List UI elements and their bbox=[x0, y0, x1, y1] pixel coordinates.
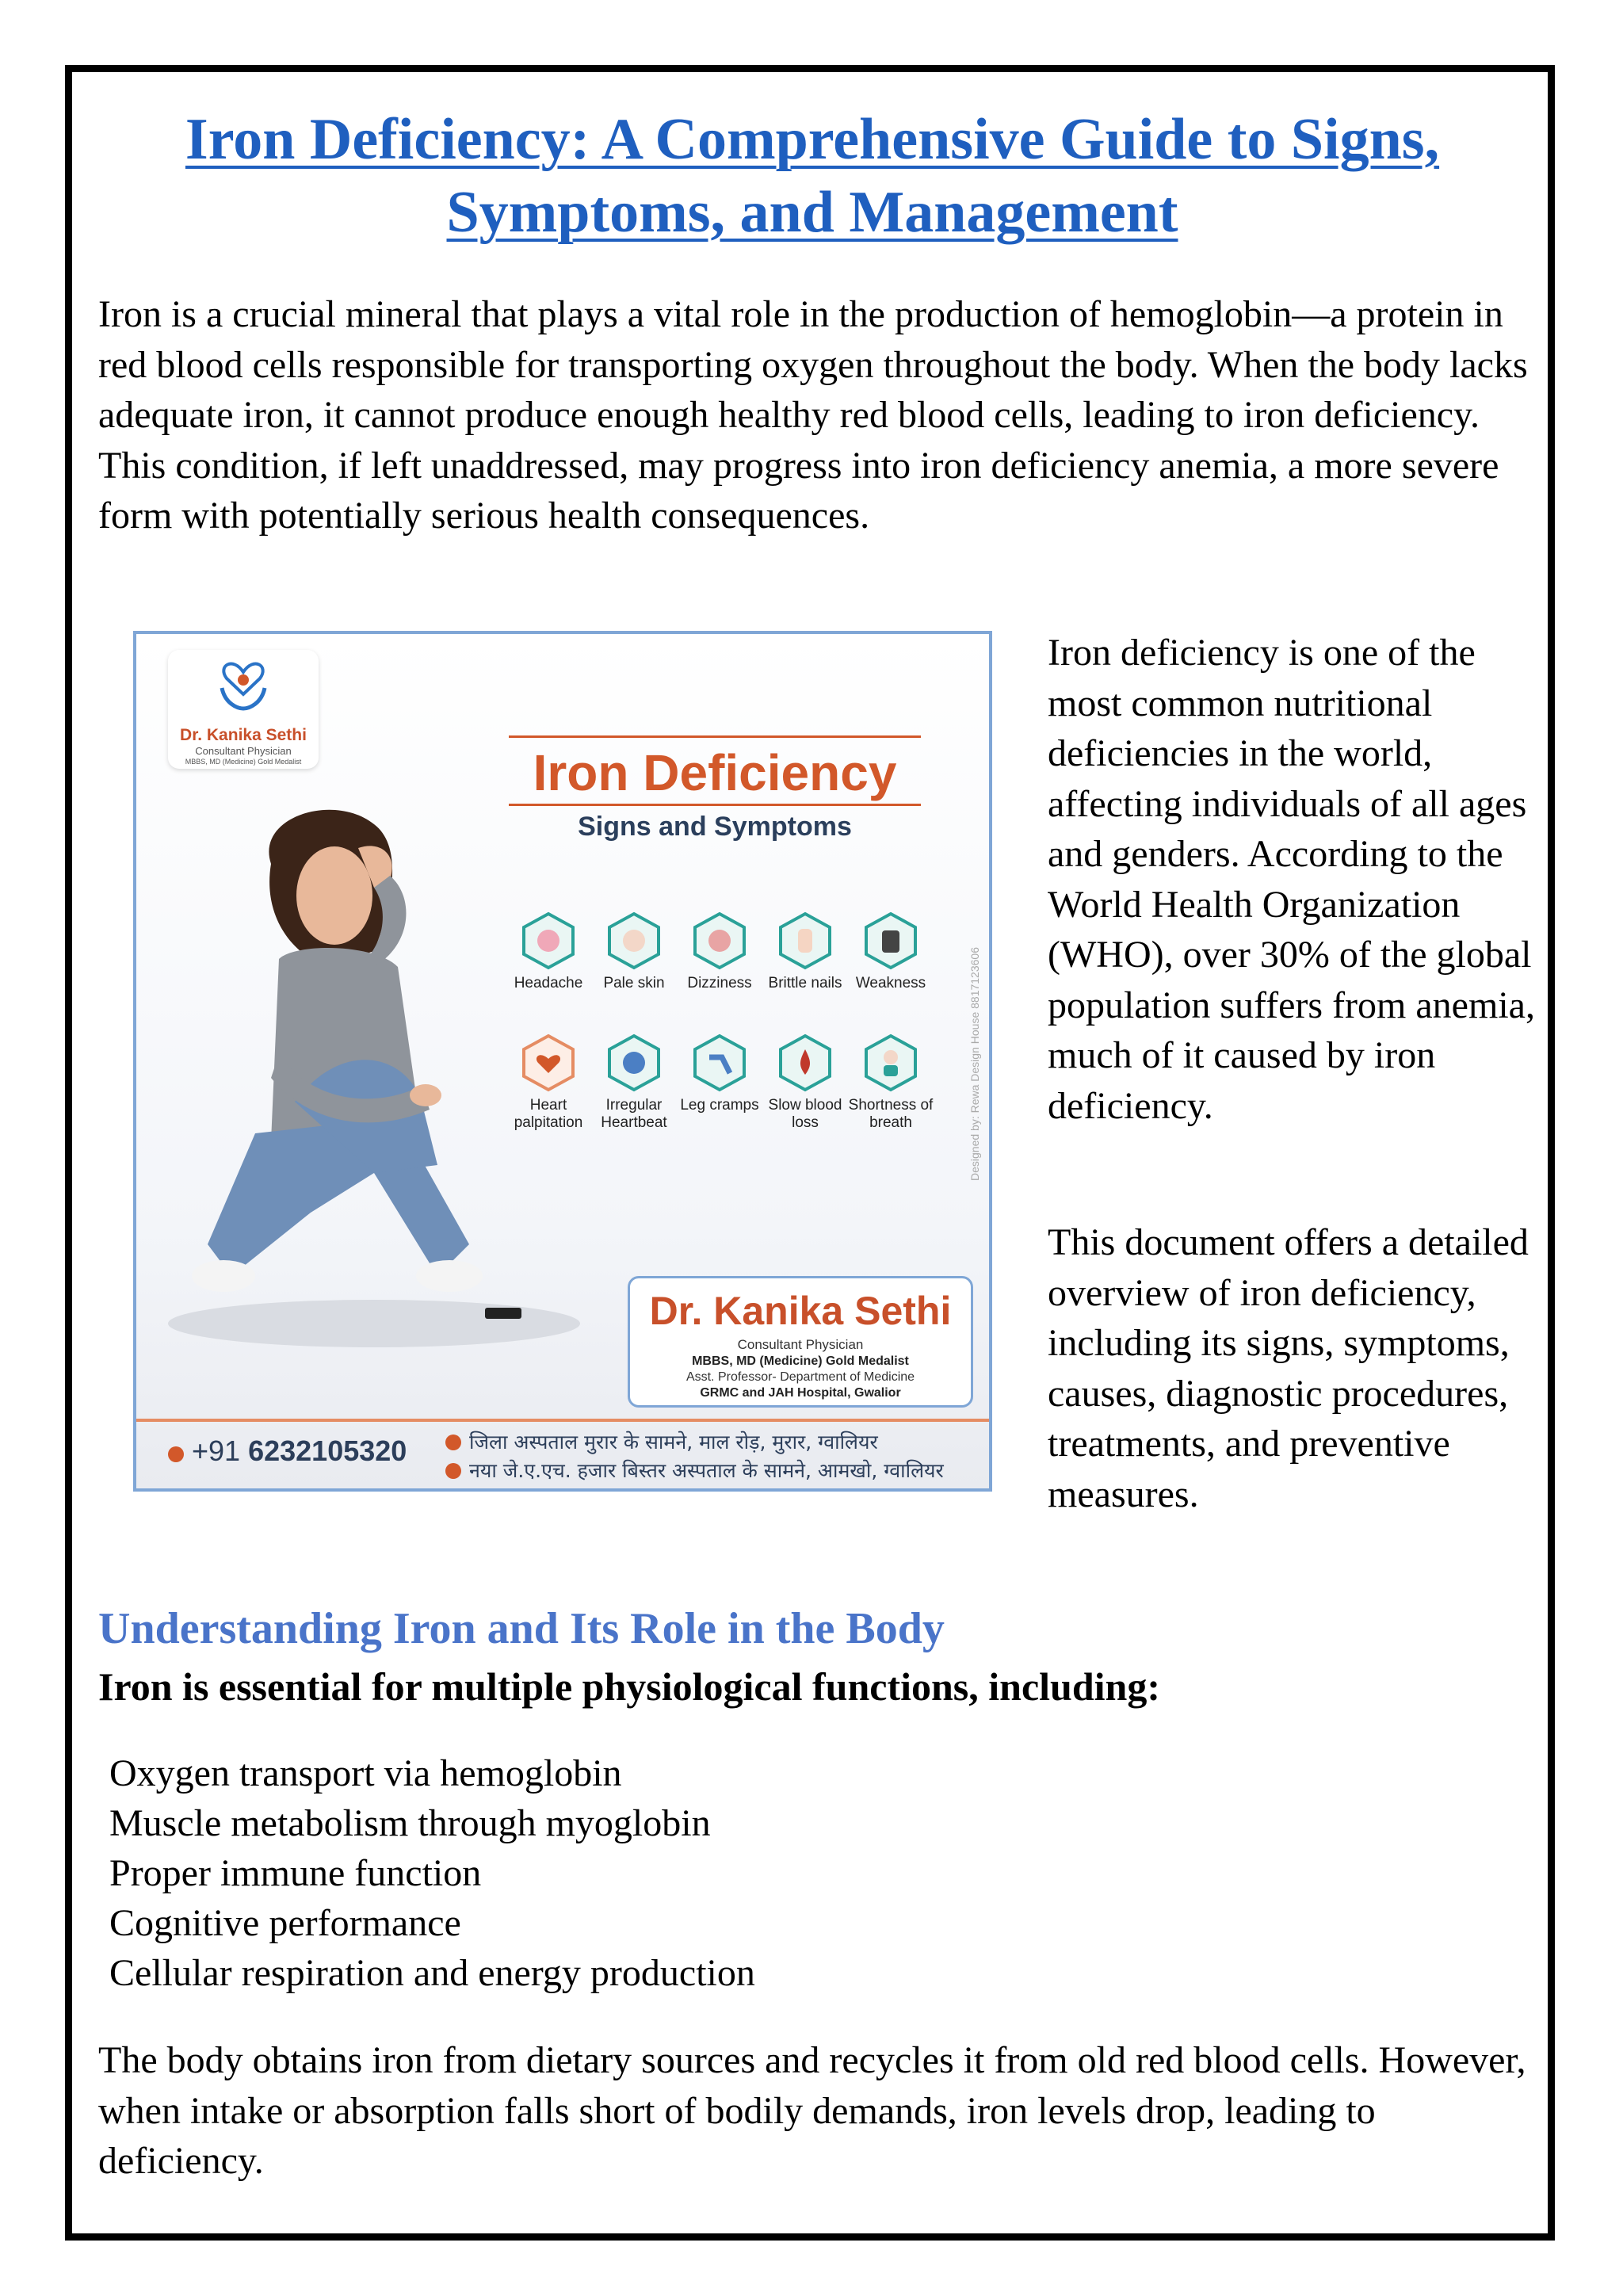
logo-doctor-name: Dr. Kanika Sethi bbox=[180, 726, 307, 744]
functions-list bbox=[109, 1748, 755, 1998]
address-1-text: जिला अस्पताल मुरार के सामने, माल रोड़, मुरार, ग्वालियर bbox=[469, 1431, 878, 1454]
poster-title-rule-bottom bbox=[509, 804, 921, 806]
address-2-text: नया जे.ए.एच. हजार बिस्तर अस्पताल के सामने, आमखो, ग्वालियर bbox=[469, 1459, 944, 1482]
symptom-irregular-heartbeat bbox=[588, 1033, 680, 1132]
symptom-pale-skin bbox=[588, 911, 680, 992]
document-title: Iron Deficiency: A Comprehensive Guide to Signs, Symptoms, and Management bbox=[185, 107, 1440, 245]
symptom-label: Dizziness bbox=[687, 975, 752, 991]
list-item: Cognitive performance bbox=[109, 1902, 461, 1944]
list-item: Oxygen transport via hemoglobin bbox=[109, 1752, 622, 1794]
iron-deficiency-poster bbox=[133, 631, 992, 1492]
symptom-shortness-of-breath bbox=[845, 1033, 937, 1132]
leg-cramps-icon bbox=[690, 1033, 749, 1092]
designer-credit: Designed by: Rewa Design House 8817123606 bbox=[968, 947, 981, 1181]
poster-title: Iron Deficiency bbox=[533, 744, 897, 801]
card-role: Consultant Physician bbox=[737, 1337, 864, 1352]
address-line-2 bbox=[445, 1457, 944, 1484]
list-item: Proper immune function bbox=[109, 1852, 482, 1894]
symptom-label: Irregular Heartbeat bbox=[601, 1097, 667, 1131]
symptom-dizziness bbox=[674, 911, 766, 992]
symptom-label: Leg cramps bbox=[680, 1097, 759, 1114]
irregular-heartbeat-icon bbox=[605, 1033, 663, 1092]
shortness-of-breath-icon bbox=[861, 1033, 920, 1092]
symptom-label: Heart palpitation bbox=[514, 1097, 583, 1131]
card-doctor-name: Dr. Kanika Sethi bbox=[649, 1289, 952, 1333]
poster-title-rule-top bbox=[509, 735, 921, 738]
list-item: Cellular respiration and energy production bbox=[109, 1952, 755, 1994]
address-line-1 bbox=[445, 1428, 878, 1455]
brittle-nails-icon bbox=[776, 911, 834, 970]
symptom-slow-blood-loss bbox=[759, 1033, 851, 1132]
headache-icon bbox=[519, 911, 578, 970]
phone-icon bbox=[168, 1446, 184, 1462]
heart-palpitation-icon bbox=[519, 1033, 578, 1092]
list-item: Muscle metabolism through myoglobin bbox=[109, 1802, 711, 1844]
heart-hands-logo-icon bbox=[217, 656, 269, 712]
card-hospital: GRMC and JAH Hospital, Gwalior bbox=[700, 1386, 901, 1400]
pale-skin-icon bbox=[605, 911, 663, 970]
symptom-brittle-nails bbox=[759, 911, 851, 992]
section-subheading: Iron is essential for multiple physiological functions, including: bbox=[98, 1664, 1161, 1709]
closing-paragraph: The body obtains iron from dietary sources and recycles it from old red blood cells. However, when intake or absorption falls short of bodily demands, iron levels drop, leading to deficiency. bbox=[98, 2039, 1526, 2182]
section-heading: Understanding Iron and Its Role in the Body bbox=[98, 1604, 945, 1653]
side-paragraph-overview: This document offers a detailed overview of iron deficiency, including its signs, symptoms, causes, diagnostic procedures, treatments, and preventive measures. bbox=[1048, 1221, 1529, 1515]
weakness-icon bbox=[861, 911, 920, 970]
logo-degree: MBBS, MD (Medicine) Gold Medalist bbox=[185, 758, 302, 766]
side-paragraph-prevalence: Iron deficiency is one of the most common nutritional deficiencies in the world, affecting individuals of all ages and genders. According to the World Health Organization (WHO), over 30% of the global population suffers from anemia, much of it caused by iron deficiency. bbox=[1048, 632, 1535, 1127]
symptom-label: Slow blood loss bbox=[768, 1097, 842, 1131]
doctor-card bbox=[628, 1276, 973, 1408]
poster-subtitle: Signs and Symptoms bbox=[578, 812, 852, 842]
slow-blood-loss-icon bbox=[776, 1033, 834, 1092]
location-pin-icon bbox=[445, 1435, 461, 1450]
card-position: Asst. Professor- Department of Medicine bbox=[685, 1370, 915, 1384]
dizziness-icon bbox=[690, 911, 749, 970]
phone-prefix: +91 bbox=[192, 1435, 241, 1467]
symptom-leg-cramps bbox=[674, 1033, 766, 1114]
poster-footer-rule bbox=[136, 1419, 992, 1422]
logo-role: Consultant Physician bbox=[195, 745, 292, 757]
symptom-headache bbox=[502, 911, 594, 992]
phone-number: 6232105320 bbox=[248, 1435, 407, 1467]
symptom-heart-palpitation bbox=[502, 1033, 594, 1132]
phone-contact bbox=[168, 1435, 407, 1468]
symptom-label: Brittle nails bbox=[768, 975, 842, 991]
location-pin-icon bbox=[445, 1463, 461, 1479]
card-degree: MBBS, MD (Medicine) Gold Medalist bbox=[692, 1354, 909, 1368]
symptom-label: Shortness of breath bbox=[848, 1097, 934, 1131]
symptom-weakness bbox=[845, 911, 937, 992]
symptom-label: Weakness bbox=[855, 975, 926, 991]
symptom-label: Headache bbox=[514, 975, 583, 991]
intro-paragraph: Iron is a crucial mineral that plays a vital role in the production of hemoglobin—a protein in red blood cells responsible for transporting oxygen throughout the body. When the body lacks adequate iron, it cannot produce enough healthy red blood cells, leading to iron deficiency. This condition, if left unaddressed, may progress into iron deficiency anemia, a more severe form with potentially serious health consequences. bbox=[98, 293, 1528, 537]
symptom-label: Pale skin bbox=[603, 975, 665, 991]
doctor-logo bbox=[168, 650, 319, 769]
